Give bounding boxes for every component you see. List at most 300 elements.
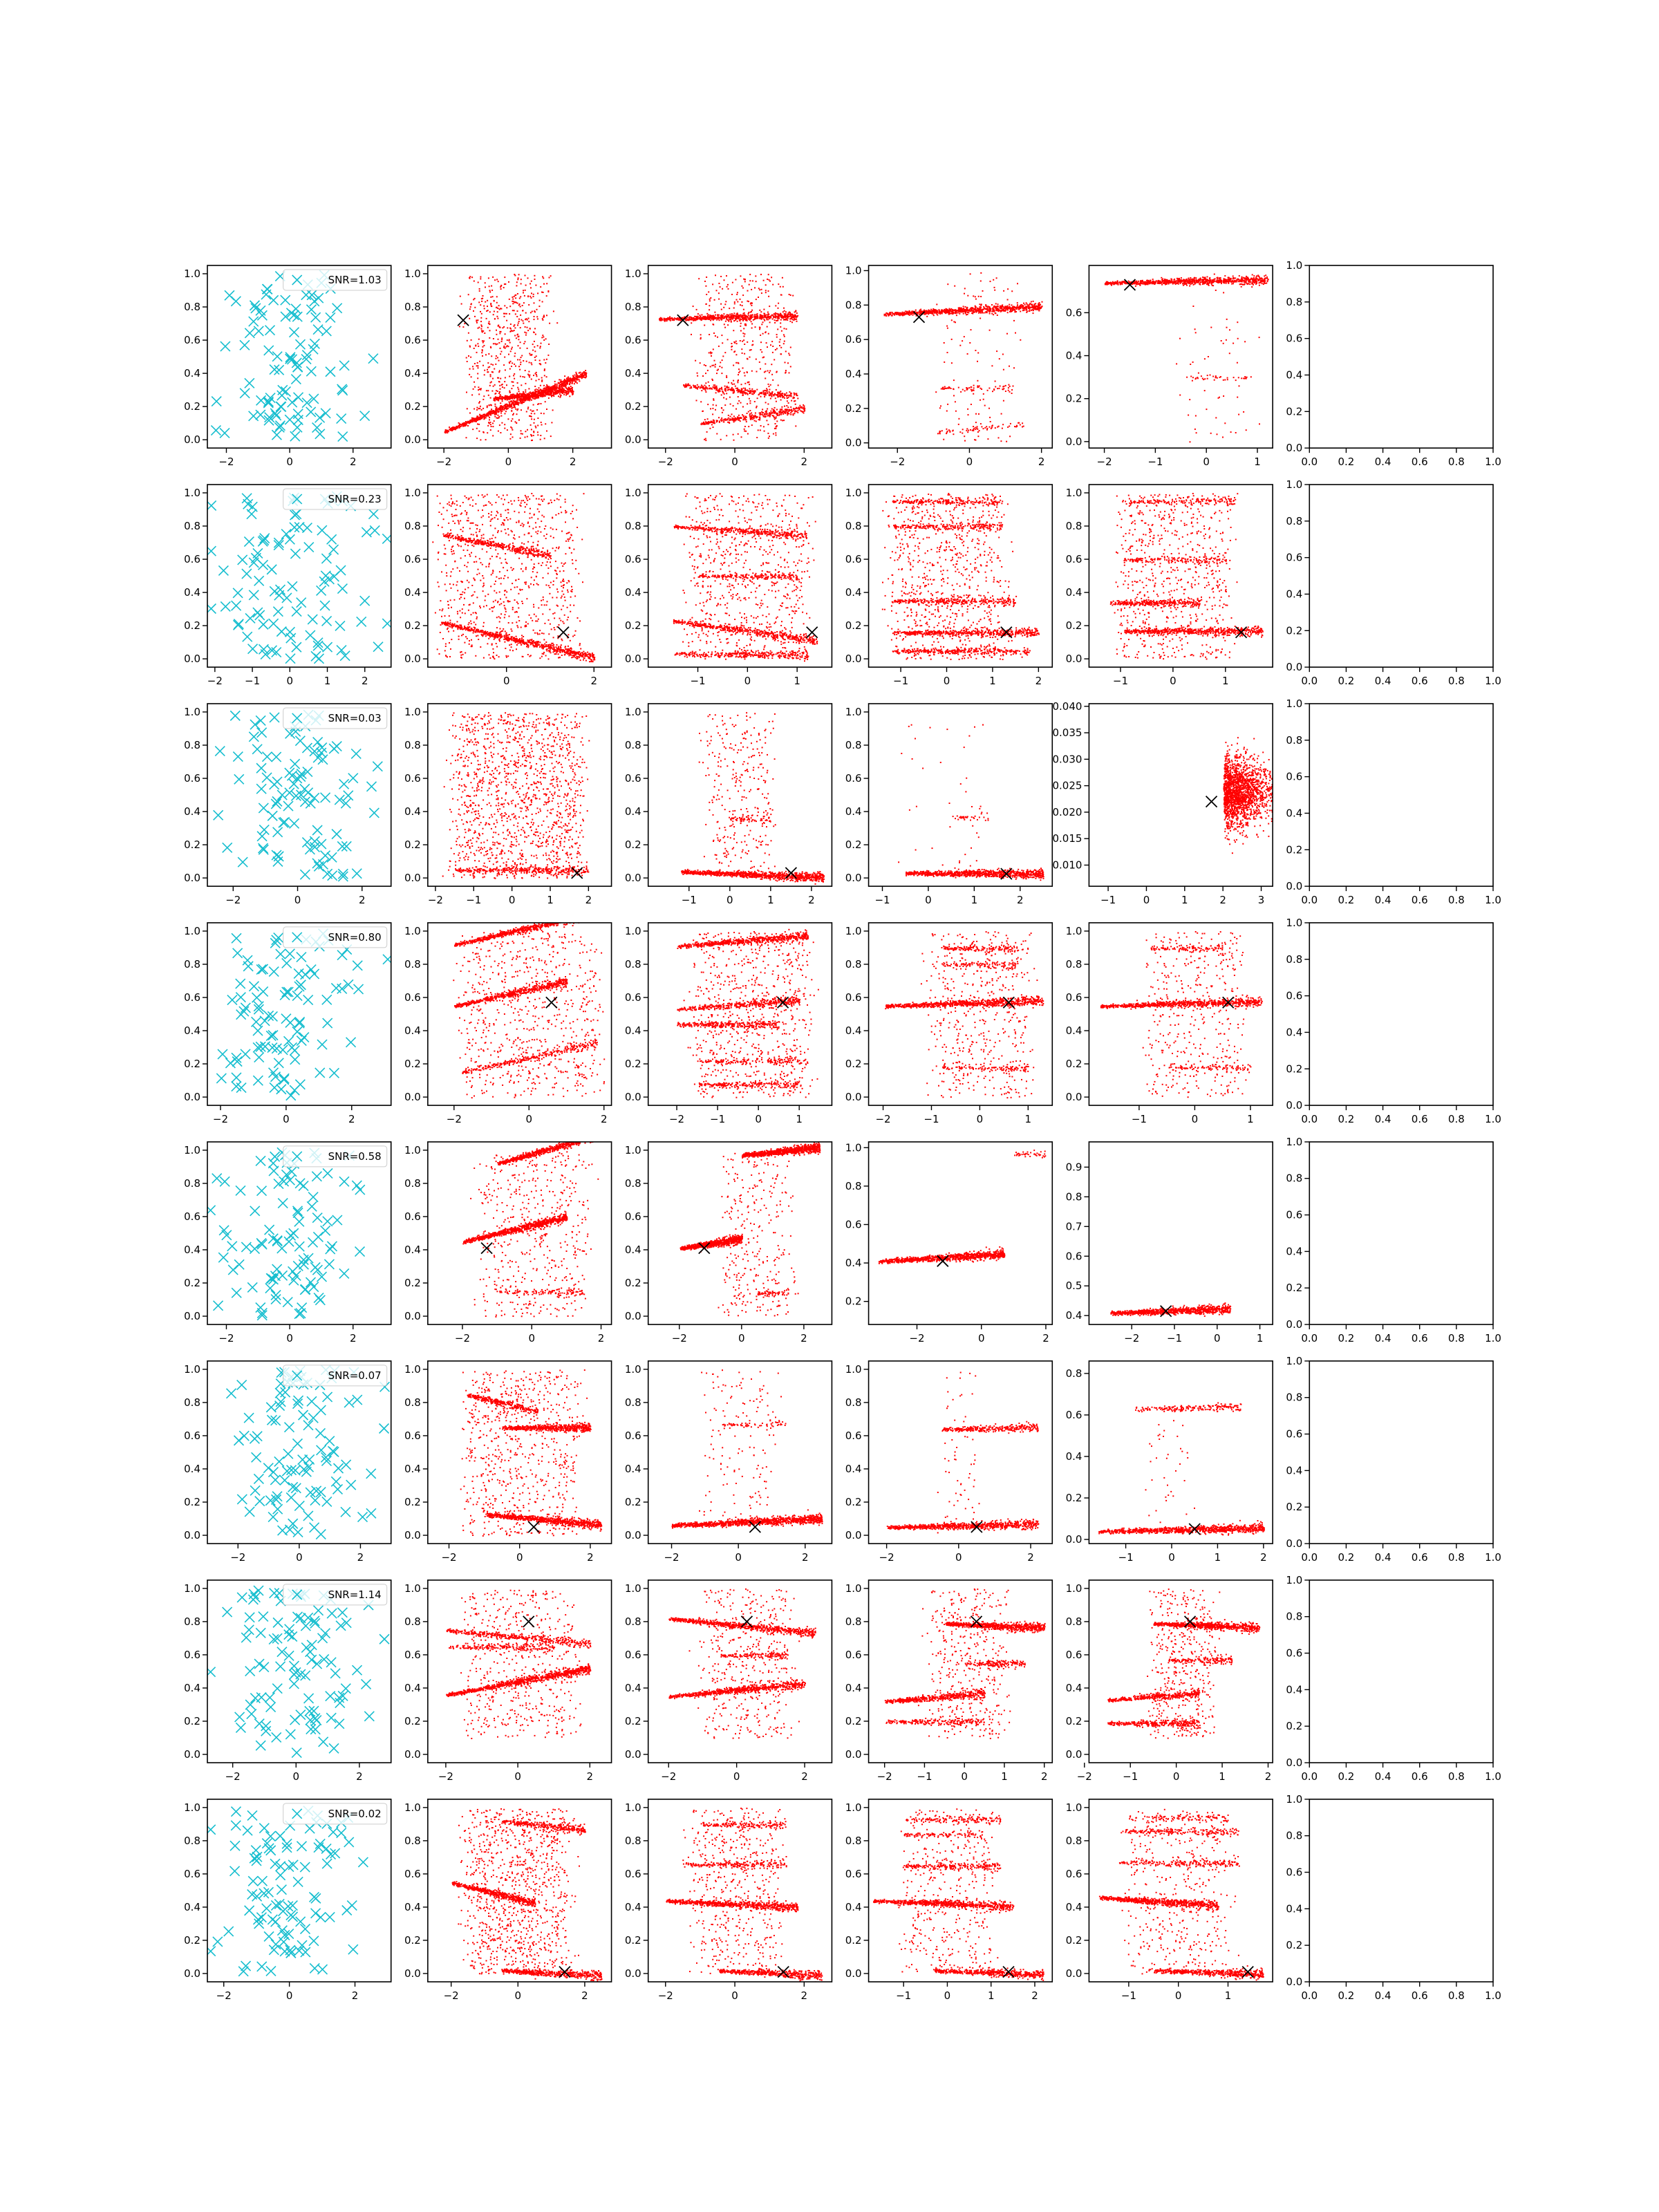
scatter-point (531, 429, 532, 430)
observed-marker (338, 386, 348, 395)
scatter-point (523, 302, 525, 303)
scatter-point (529, 296, 531, 297)
scatter-point (731, 387, 733, 388)
scatter-point (536, 380, 537, 382)
scatter-point (762, 409, 763, 410)
scatter-point (671, 317, 673, 319)
scatter-point (487, 432, 488, 433)
scatter-point (732, 282, 733, 283)
scatter-point (499, 331, 500, 332)
scatter-point (761, 292, 762, 294)
scatter-point (713, 421, 715, 422)
y-axis (404, 268, 428, 446)
scatter-point (480, 415, 481, 417)
scatter-point (970, 308, 971, 310)
observed-marker (313, 325, 323, 335)
scatter-point (512, 418, 513, 420)
y-tick-label: 0.0 (625, 433, 641, 446)
scatter-point (1007, 308, 1009, 309)
scatter-point (539, 393, 541, 395)
y-tick-label: 1.0 (184, 268, 200, 280)
scatter-point (528, 321, 529, 322)
scatter-point (499, 396, 500, 397)
scatter-point (697, 313, 699, 315)
scatter-point (763, 280, 765, 281)
scatter-point (469, 420, 471, 421)
scatter-point (482, 431, 484, 433)
scatter-point (499, 370, 500, 371)
scatter-point (501, 411, 503, 412)
scatter-point (771, 276, 772, 278)
scatter-point (754, 287, 756, 288)
scatter-point (456, 428, 458, 429)
scatter-point (494, 311, 495, 312)
scatter-point (529, 397, 531, 398)
scatter-point (496, 334, 497, 335)
scatter-point (709, 299, 711, 300)
scatter-point (530, 393, 532, 394)
scatter-point (963, 306, 964, 307)
scatter-point (755, 317, 756, 318)
scatter-point (533, 435, 534, 436)
scatter-point (720, 276, 722, 277)
scatter-point (712, 283, 713, 285)
scatter-point (799, 405, 800, 406)
scatter-point (785, 350, 787, 352)
scatter-point (740, 417, 742, 418)
scatter-point (517, 293, 518, 294)
scatter-point (705, 438, 706, 440)
scatter-point (516, 337, 517, 339)
scatter-point (516, 396, 518, 397)
scatter-point (487, 406, 488, 408)
scatter-point (926, 310, 928, 312)
scatter-point (478, 328, 479, 329)
y-tick-label: 0.6 (625, 334, 641, 346)
scatter-point (735, 341, 737, 342)
scatter-point (756, 389, 758, 391)
scatter-point (912, 312, 913, 314)
scatter-point (713, 348, 714, 350)
scatter-point (763, 416, 765, 418)
scatter-point (553, 310, 554, 312)
scatter-point (556, 385, 558, 386)
scatter-point (752, 341, 753, 342)
scatter-point (740, 275, 741, 276)
scatter-point (456, 426, 458, 427)
scatter-point (726, 319, 727, 320)
scatter-point (991, 313, 993, 315)
scatter-point (727, 286, 728, 288)
scatter-point (496, 390, 497, 391)
scatter-point (693, 318, 694, 319)
scatter-point (767, 312, 769, 313)
scatter-point (546, 359, 547, 360)
scatter-point (754, 420, 756, 422)
scatter-point (709, 422, 710, 423)
scatter-point (687, 319, 688, 321)
observed-marker (306, 407, 316, 417)
scatter-point (540, 286, 541, 288)
scatter-point (732, 388, 733, 390)
scatter-point (782, 315, 783, 317)
scatter-point (742, 414, 743, 415)
scatter-point (762, 391, 764, 393)
scatter-point (705, 382, 706, 384)
row-1 (184, 259, 1501, 468)
scatter-point (691, 334, 692, 335)
scatter-point (531, 297, 532, 299)
scatter-point (788, 316, 789, 317)
scatter-point (514, 397, 516, 398)
scatter-point (459, 326, 460, 327)
scatter-point (559, 385, 560, 386)
scatter-point (494, 393, 496, 395)
scatter-point (733, 312, 735, 314)
scatter-point (471, 421, 473, 422)
scatter-point (501, 341, 503, 342)
scatter-point (721, 418, 722, 419)
scatter-point (768, 274, 769, 275)
scatter-point (780, 353, 782, 355)
scatter-point (767, 315, 769, 316)
scatter-point (554, 388, 555, 389)
scatter-point (496, 330, 497, 331)
scatter-point (560, 379, 561, 381)
scatter-point (538, 379, 540, 380)
scatter-point (731, 413, 733, 415)
scatter-point (478, 393, 480, 395)
scatter-point (559, 386, 561, 388)
scatter-point (538, 392, 539, 393)
scatter-point (789, 409, 790, 411)
scatter-point (888, 313, 890, 315)
scatter-point (706, 276, 707, 278)
scatter-point (535, 427, 536, 429)
scatter-point (771, 391, 773, 393)
scatter-point (482, 415, 484, 416)
scatter-point (772, 284, 774, 285)
scatter-point (496, 411, 497, 413)
scatter-point (980, 312, 982, 314)
scatter-point (506, 313, 507, 315)
scatter-point (785, 362, 786, 363)
scatter-point (691, 322, 692, 324)
scatter-point (565, 386, 566, 387)
scatter-point (732, 390, 733, 391)
scatter-point (983, 306, 984, 308)
scatter-point (721, 373, 722, 374)
scatter-point (568, 387, 570, 388)
scatter-point (965, 306, 966, 308)
scatter-point (764, 320, 765, 321)
scatter-point (554, 393, 556, 395)
scatter-point (1020, 306, 1022, 307)
scatter-point (732, 319, 733, 320)
observed-marker (281, 295, 290, 305)
x-axis (436, 448, 576, 468)
scatter-point (469, 374, 470, 375)
observed-marker (286, 308, 296, 318)
scatter-point (763, 313, 765, 315)
scatter-point (497, 311, 498, 312)
scatter-point (563, 389, 564, 391)
scatter-point (772, 319, 774, 320)
scatter-point (892, 313, 894, 315)
scatter-point (749, 410, 751, 411)
scatter-point (742, 341, 743, 342)
scatter-point (995, 308, 997, 310)
scatter-point (733, 419, 735, 420)
y-tick-label: 0.8 (184, 301, 200, 313)
scatter-point (688, 317, 690, 318)
scatter-point (780, 326, 781, 328)
scatter-point (948, 312, 949, 314)
scatter-point (788, 402, 789, 404)
scatter-point (543, 339, 545, 341)
scatter-point (547, 290, 549, 292)
scatter-point (519, 303, 521, 305)
scatter-point (477, 319, 478, 321)
scatter-point (781, 406, 782, 408)
scatter-point (502, 384, 503, 385)
scatter-point (512, 303, 514, 304)
scatter-point (1013, 310, 1014, 311)
scatter-point (525, 319, 526, 320)
scatter-point (782, 420, 783, 421)
scatter-point (469, 278, 471, 279)
scatter-point (711, 388, 713, 390)
scatter-point (730, 416, 731, 418)
scatter-point (506, 384, 507, 386)
scatter-point (691, 387, 692, 388)
scatter-point (774, 417, 775, 418)
scatter-point (733, 320, 735, 321)
scatter-point (467, 425, 469, 427)
observed-marker (240, 340, 250, 350)
scatter-point (521, 283, 522, 285)
scatter-point (744, 281, 746, 282)
scatter-point (775, 412, 776, 413)
scatter-point (513, 326, 514, 327)
scatter-point (492, 276, 494, 278)
scatter-point (482, 355, 483, 357)
scatter-point (725, 389, 727, 391)
scatter-point (932, 310, 934, 312)
scatter-point (476, 428, 478, 429)
scatter-point (488, 353, 489, 355)
scatter-point (778, 308, 779, 309)
scatter-point (520, 362, 521, 363)
scatter-point (548, 344, 550, 345)
scatter-point (531, 281, 532, 282)
scatter-point (765, 416, 766, 418)
scatter-point (722, 420, 724, 421)
scatter-point (517, 387, 518, 388)
scatter-point (527, 374, 529, 375)
scatter-point (755, 415, 756, 417)
scatter-point (504, 357, 505, 358)
scatter-point (721, 394, 722, 395)
scatter-point (504, 316, 505, 317)
scatter-point (715, 274, 716, 276)
scatter-point (744, 333, 745, 335)
scatter-point (570, 377, 571, 379)
scatter-point (774, 393, 776, 395)
scatter-point (512, 347, 513, 348)
scatter-point (704, 325, 705, 326)
scatter-point (1042, 306, 1043, 307)
scatter-point (765, 315, 766, 317)
scatter-point (521, 433, 522, 434)
scatter-point (569, 384, 570, 385)
scatter-point (516, 404, 517, 405)
scatter-point (740, 323, 742, 324)
scatter-point (707, 404, 709, 405)
scatter-point (777, 328, 778, 330)
scatter-point (566, 378, 568, 379)
scatter-point (494, 400, 496, 402)
scatter-point (768, 333, 769, 335)
scatter-point (464, 422, 465, 424)
scatter-point (746, 315, 747, 317)
scatter-point (478, 346, 479, 347)
scatter-point (565, 391, 567, 392)
observed-marker (290, 328, 299, 337)
scatter-point (507, 418, 509, 420)
scatter-point (729, 316, 730, 317)
scatter-point (761, 392, 762, 393)
scatter-point (509, 306, 511, 307)
scatter-point (768, 317, 769, 319)
scatter-point (496, 296, 498, 297)
scatter-point (760, 425, 762, 427)
scatter-point (771, 364, 772, 365)
scatter-point (767, 391, 768, 393)
scatter-point (538, 403, 540, 404)
scatter-point (479, 288, 480, 290)
scatter-point (767, 409, 768, 410)
observed-marker (220, 428, 229, 438)
scatter-point (760, 311, 762, 312)
scatter-point (990, 309, 991, 310)
scatter-point (496, 316, 498, 317)
scatter-point (513, 400, 514, 402)
scatter-point (716, 388, 718, 390)
scatter-point (905, 310, 906, 312)
scatter-point (480, 304, 481, 306)
scatter-point (527, 436, 528, 438)
scatter-point (556, 388, 557, 390)
scatter-point (519, 369, 521, 371)
scatter-point (774, 407, 776, 409)
scatter-point (487, 425, 489, 427)
scatter-point (765, 402, 767, 403)
scatter-point (769, 391, 770, 393)
scatter-point (801, 408, 803, 409)
scatter-point (721, 420, 722, 422)
observed-marker (294, 393, 303, 402)
scatter-point (505, 406, 506, 407)
scatter-point (779, 341, 780, 343)
scatter-point (471, 303, 472, 305)
scatter-point (498, 431, 499, 432)
scatter-point (767, 317, 768, 318)
scatter-point (523, 395, 524, 397)
scatter-point (890, 312, 891, 313)
scatter-point (746, 417, 747, 418)
y-tick-label: 1.0 (404, 268, 421, 280)
scatter-point (500, 432, 501, 433)
scatter-point (747, 316, 748, 317)
scatter-point (494, 279, 496, 281)
scatter-point (780, 396, 781, 397)
scatter-point (489, 385, 491, 386)
scatter-point (783, 308, 785, 309)
scatter-point (727, 339, 729, 340)
scatter-point (770, 384, 771, 386)
scatter-point (693, 385, 694, 386)
scatter-point (512, 381, 513, 382)
scatter-point (512, 301, 513, 302)
scatter-point (490, 297, 491, 298)
scatter-point (784, 397, 785, 399)
scatter-point (446, 431, 447, 433)
scatter-point (749, 388, 751, 389)
scatter-point (741, 285, 742, 287)
scatter-point (509, 299, 510, 300)
scatter-point (530, 287, 532, 288)
scatter-point (525, 383, 526, 384)
scatter-point (902, 312, 903, 313)
y-tick-label: 0.6 (184, 334, 200, 346)
scatter-point (768, 384, 769, 385)
observed-marker (339, 361, 349, 371)
scatter-point (744, 312, 745, 314)
scatter-point (549, 386, 550, 387)
scatter-point (789, 294, 790, 295)
scatter-point (485, 282, 486, 283)
scatter-point (494, 404, 496, 405)
scatter-point (1039, 310, 1040, 311)
scatter-point (722, 288, 723, 290)
x-axis (658, 448, 807, 468)
scatter-points (884, 272, 1043, 442)
scatter-point (514, 353, 516, 354)
scatter-point (721, 319, 722, 320)
scatter-point (744, 314, 745, 315)
scatter-point (988, 306, 990, 308)
scatter-point (742, 332, 744, 334)
scatter-point (759, 289, 760, 290)
scatter-point (543, 336, 544, 337)
scatter-point (723, 313, 724, 315)
scatter-point (1010, 307, 1011, 308)
scatter-point (535, 391, 536, 392)
scatter-point (748, 391, 749, 392)
scatter-point (507, 339, 508, 341)
scatter-point (767, 415, 769, 417)
scatter-point (1002, 309, 1004, 310)
scatter-point (800, 406, 802, 408)
scatter-point (532, 440, 533, 441)
scatter-point (482, 399, 484, 400)
scatter-point (720, 286, 721, 288)
scatter-point (565, 395, 567, 396)
scatter-point (751, 390, 752, 391)
scatter-point (1009, 304, 1010, 306)
scatter-point (490, 346, 491, 348)
